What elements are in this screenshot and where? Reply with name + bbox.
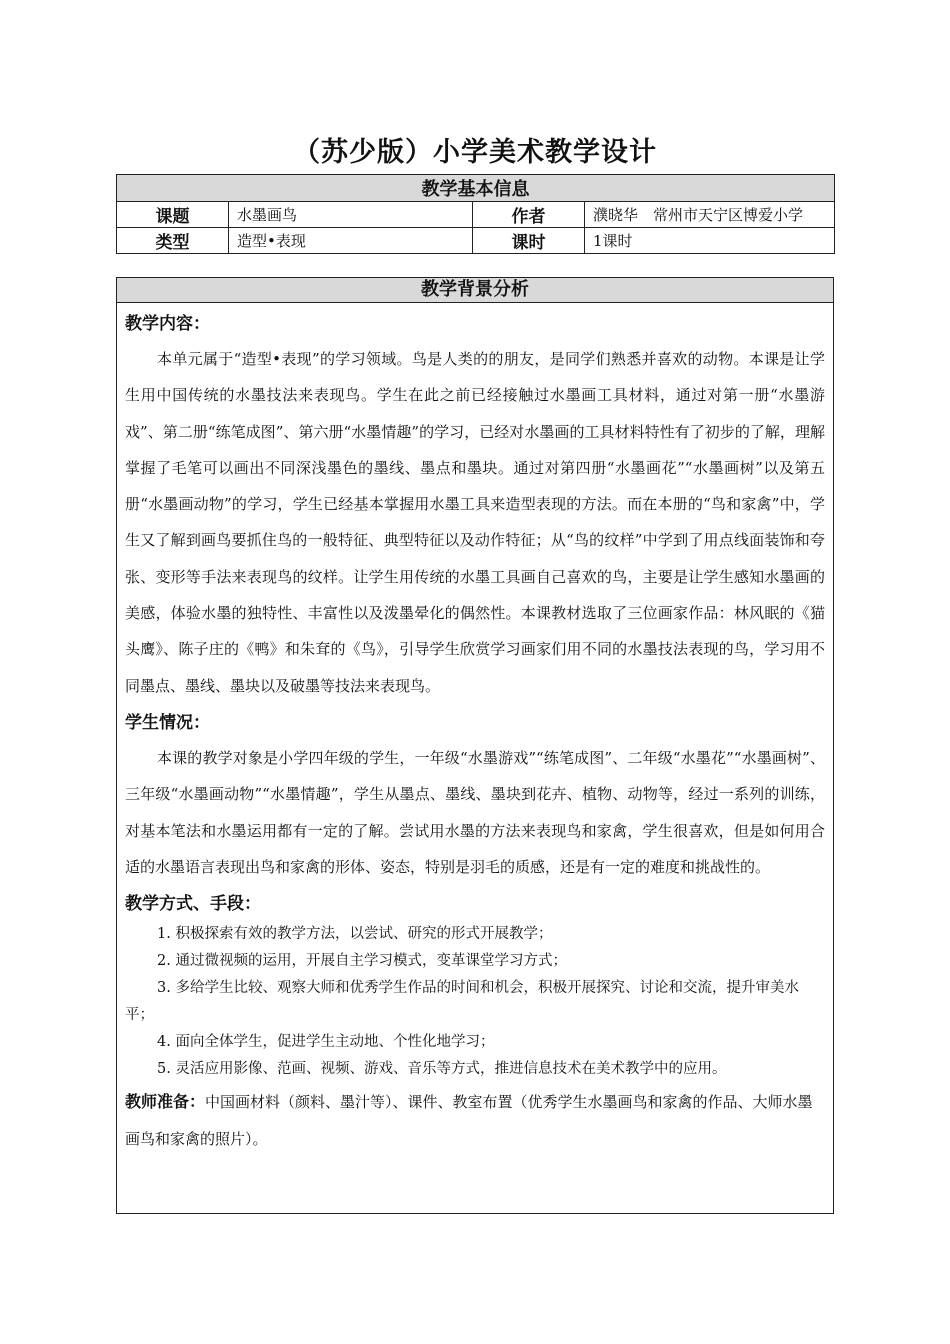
topic-label: 课题: [117, 202, 229, 228]
list-item: 5. 灵活应用影像、范画、视频、游戏、音乐等方式，推进信息技术在美术教学中的应用。: [157, 1061, 727, 1078]
list-item: 3. 多给学生比较、观察大师和优秀学生作品的时间和机会，积极开展探究、讨论和交流，提升审美水平；: [125, 980, 799, 1024]
content-paragraph: 本单元属于“造型•表现”的学习领域。鸟是人类的的朋友，是同学们熟悉并喜欢的动物。本课是让学生用中国传统的水墨技法来表现鸟。学生在此之前已经接触过水墨画工具材料，通过对第一册“水墨游戏”、第二册“练笔成图”、第六册“水墨情趣”的学习，已经对水墨画的工具材料特性有了初步的了解，理解掌握了毛笔可以画出不同深浅墨色的墨线、墨点和墨块。通过对第四册“水墨画花”“水墨画树”以及第五册“水墨画动物”的学习，学生已经基本掌握用水墨工具来造型表现的方法。而在本册的“鸟和家禽”中，学生又了解到画鸟要抓住鸟的一般特征、典型特征以及动作特征；从“鸟的纹样”中学到了用点线面装饰和夸张、变形等手法来表现鸟的纹样。让学生用传统的水墨工具画自己喜欢的鸟，主要是让学生感知水墨画的美感，体验水墨的独特性、丰富性以及泼墨晕化的偶然性。本课教材选取了三位画家作品：林风眠的《猫头鹰》、陈子庄的《鸭》和朱耷的《鸟》，引导学生欣赏学习画家们用不同的水墨技法表现的鸟，学习用不同墨点、墨线、墨块以及破墨等技法来表现鸟。: [125, 350, 825, 695]
hours-label: 课时: [473, 228, 585, 254]
type-label: 类型: [117, 228, 229, 254]
basic-info-header: 教学基本信息: [117, 175, 835, 202]
teacher-prep-label: 教师准备：: [125, 1092, 206, 1112]
hours-value: 1课时: [585, 228, 835, 254]
list-item: 2. 通过微视频的运用，开展自主学习模式，变革课堂学习方式；: [157, 953, 567, 970]
page-title: （苏少版）小学美术教学设计: [293, 137, 657, 168]
methods-section-title: 教学方式、手段：: [125, 894, 261, 915]
students-paragraph: 本课的教学对象是小学四年级的学生，一年级“水墨游戏”“练笔成图”、二年级“水墨花”“水墨画树”、三年级“水墨画动物”“水墨情趣”，学生从墨点、墨线、墨块到花卉、植物、动物等，经过一系列的训练，对基本笔法和水墨运用都有一定的了解。尝试用水墨的方法来表现鸟和家禽，学生很喜欢，但是如何用合适的水墨语言表现出鸟和家禽的形体、姿态，特别是羽毛的质感，还是有一定的难度和挑战性的。: [125, 748, 825, 876]
students-section-title: 学生情况：: [125, 712, 210, 733]
content-section-title: 教学内容：: [125, 314, 210, 334]
background-content: [117, 303, 833, 1158]
topic-value: 水墨画鸟: [229, 202, 473, 228]
author-label: 作者: [473, 202, 585, 228]
background-analysis-box: [116, 277, 834, 1214]
author-value: 濮晓华 常州市天宁区博爱小学: [585, 202, 835, 228]
background-analysis-header: 教学背景分析: [117, 278, 833, 303]
table-row: [117, 202, 835, 228]
teacher-prep-paragraph: [125, 1083, 825, 1158]
teacher-prep-text: 中国画材料（颜料、墨汁等）、课件、教室布置（优秀学生水墨画鸟和家禽的作品、大师水墨画鸟和家禽的照片）。: [125, 1093, 813, 1149]
table-row: [117, 228, 835, 254]
list-item: 1. 积极探索有效的教学方法，以尝试、研究的形式开展教学；: [157, 926, 553, 943]
basic-info-table: [116, 174, 835, 254]
methods-list: [125, 921, 825, 1083]
list-item: 4. 面向全体学生，促进学生主动地、个性化地学习；: [157, 1034, 495, 1051]
type-value: 造型•表现: [229, 228, 473, 254]
